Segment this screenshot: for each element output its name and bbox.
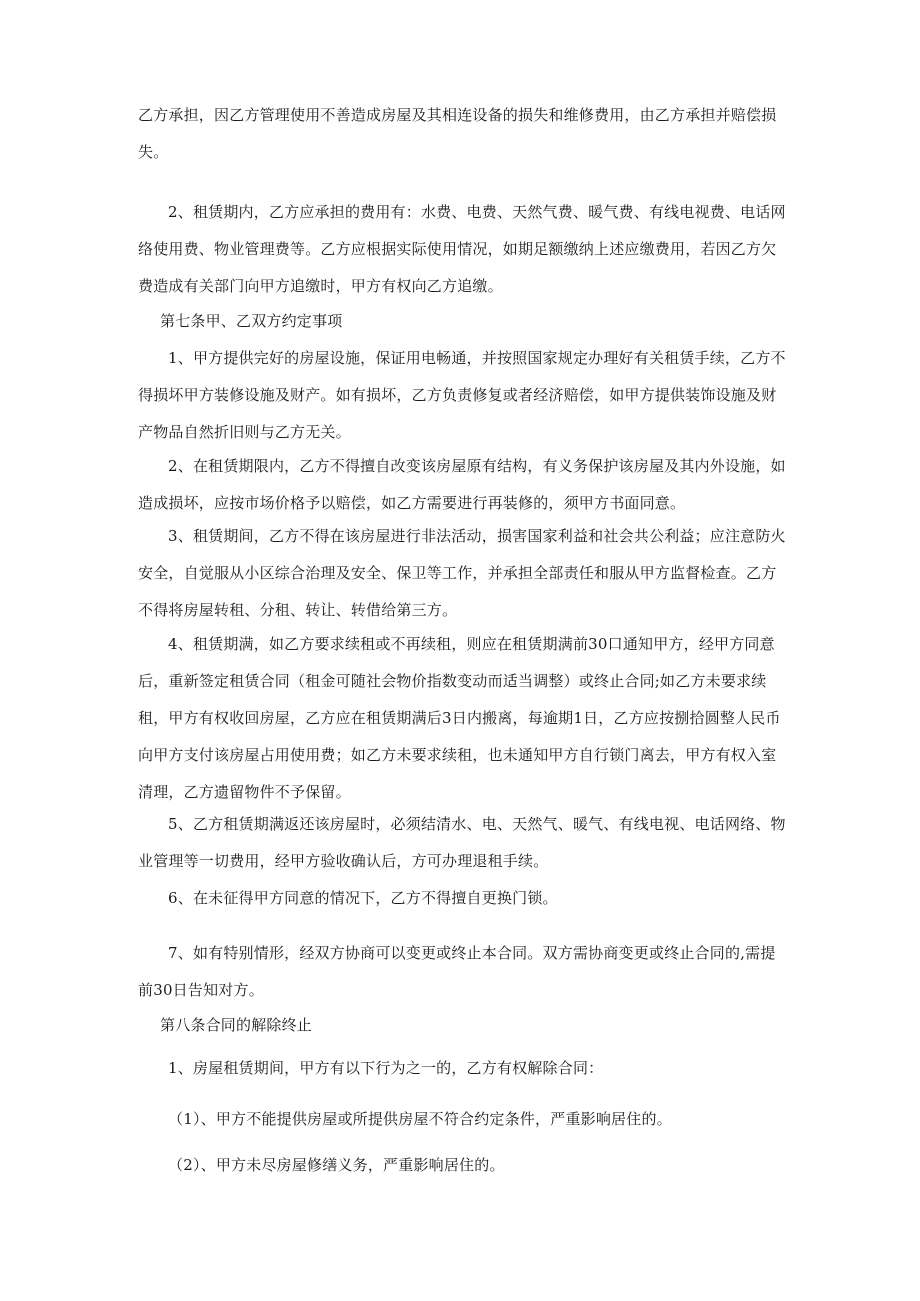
paragraph-termination-1: 1、房屋租赁期间，甲方有以下行为之一的，乙方有权解除合同： [168,1059,604,1077]
paragraph-sub-2: （2）、甲方未尽房屋修缮义务，严重影响居住的。 [168,1156,505,1174]
paragraph-item-5: 5、乙方租赁期满返还该房屋时，必须结清水、电、天然气、暖气、有线电视、电话网络、物业管理等一切费用，经甲方验收确认后，方可办理退租手续。 [138,815,786,870]
paragraph-item-3: 3、租赁期间，乙方不得在该房屋进行非法活动，损害国家利益和社会共公利益；应注意防火安全，自觉服从小区综合治理及安全、保卫等工作，并承担全部责任和服从甲方监督检查。乙方不得将房屋转租、分租、转让、转借给第三方。 [138,527,786,619]
paragraph-item-6: 6、在未征得甲方同意的情况下，乙方不得擅自更换门锁。 [168,889,558,907]
paragraph-item-2: 2、在租赁期限内，乙方不得擅自改变该房屋原有结构，有义务保护该房屋及其内外设施，如造成损坏，应按市场价格予以赔偿，如乙方需要进行再装修的，须甲方书面同意。 [138,457,786,512]
paragraph-sub-1: （1）、甲方不能提供房屋或所提供房屋不符合约定条件，严重影响居住的。 [168,1110,672,1128]
paragraph-continuation: 乙方承担，因乙方管理使用不善造成房屋及其相连设备的损失和维修费用，由乙方承担并赔偿损失。 [138,106,777,161]
paragraph-fees: 2、租赁期内，乙方应承担的费用有：水费、电费、天然气费、暖气费、有线电视费、电话网络使用费、物业管理费等。乙方应根据实际使用情况，如期足额缴纳上述应缴费用，若因乙方欠费造成有关部门向甲方追缴时，甲方有权向乙方追缴。 [138,203,786,295]
section-heading-article-7: 第七条甲、乙双方约定事项 [160,312,343,330]
paragraph-item-1: 1、甲方提供完好的房屋设施，保证用电畅通，并按照国家规定办理好有关租赁手续，乙方不得损坏甲方装修设施及财产。如有损坏，乙方负责修复或者经济赔偿，如甲方提供装饰设施及财产物品自然折旧则与乙方无关。 [138,349,786,441]
paragraph-item-7: 7、如有特别情形，经双方协商可以变更或终止本合同。双方需协商变更或终止合同的,需提前30日告知对方。 [138,944,776,999]
section-heading-article-8: 第八条合同的解除终止 [160,1016,313,1034]
paragraph-item-4: 4、租赁期满，如乙方要求续租或不再续租，则应在租赁期满前30口通知甲方，经甲方同意后，重新签定租赁合同（租金可随社会物价指数变动而适当调整）或终止合同;如乙方未要求续租，甲方有权收回房屋，乙方应在租赁期满后3日内搬离，每逾期1日，乙方应按捌拾圆整人民币向甲方支付该房屋占用使用费；如乙方未要求续租，也未通知甲方自行锁门离去，甲方有权入室清理，乙方遗留物件不予保留。 [138,635,781,801]
